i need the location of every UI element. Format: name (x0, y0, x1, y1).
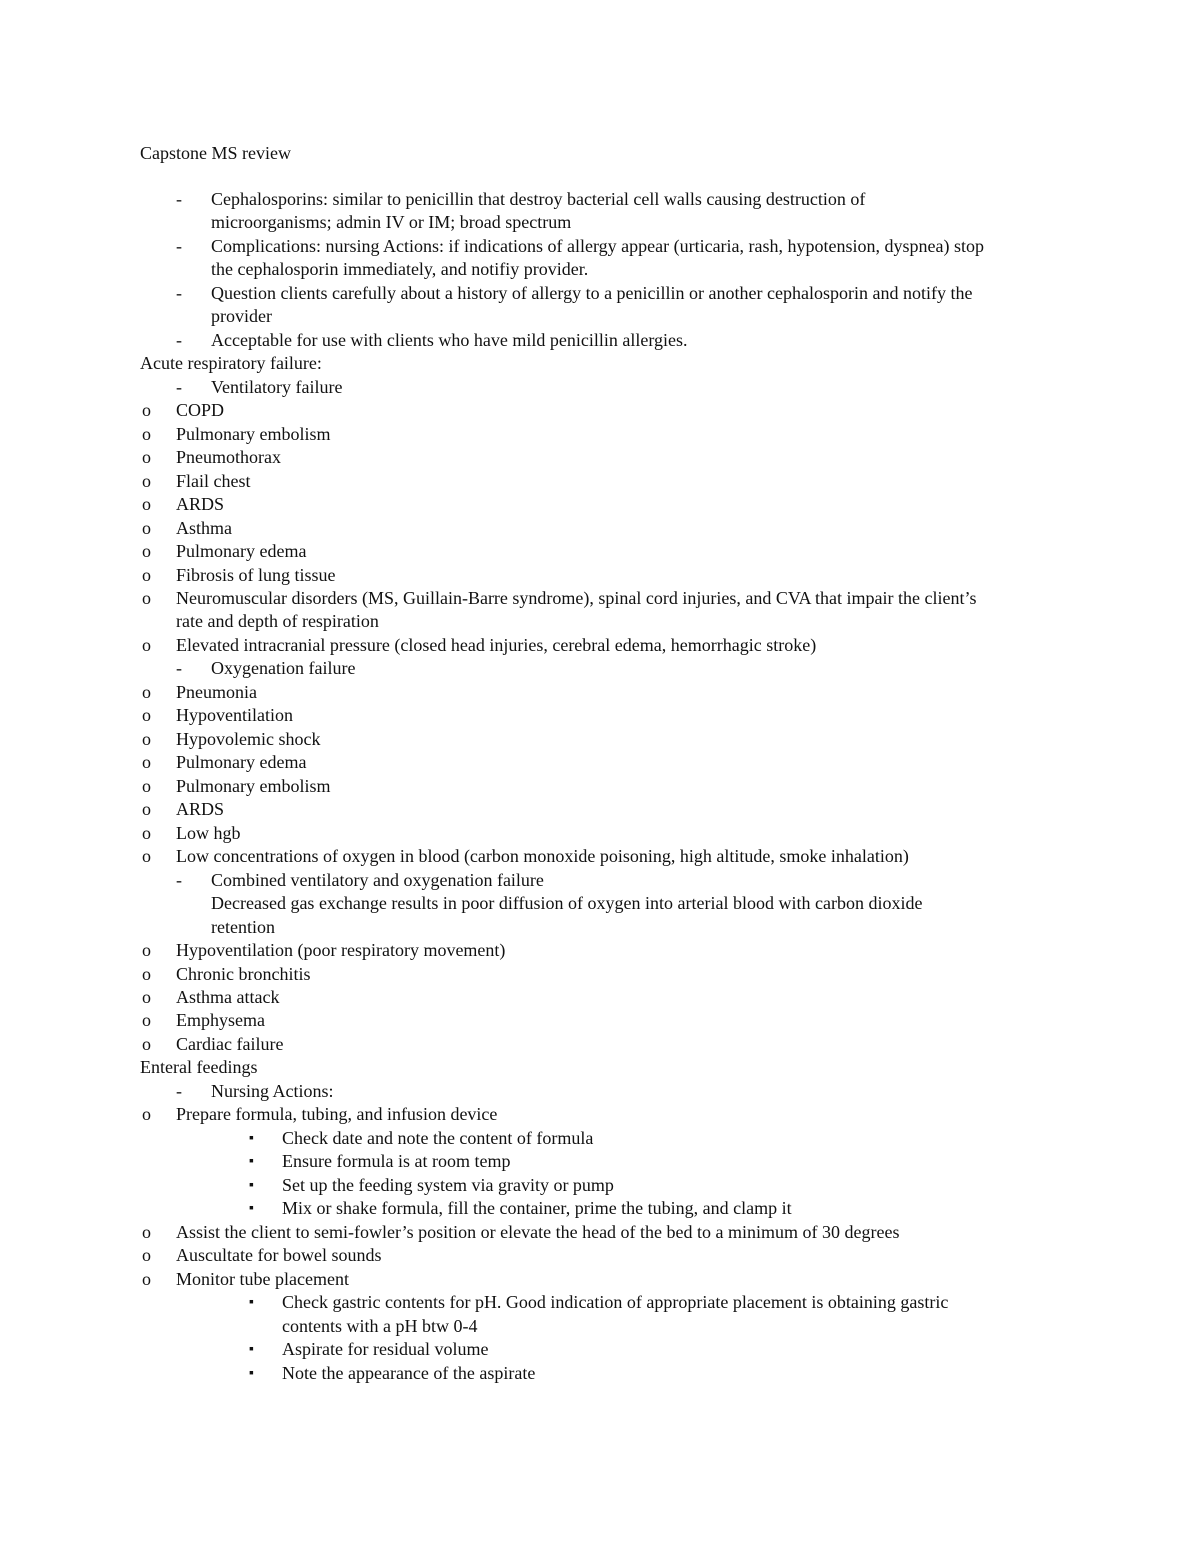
dash-bullet-icon: - (176, 189, 182, 209)
circle-bullet-icon: o (142, 541, 151, 561)
bullet-list-item: Hypoventilation (176, 705, 293, 725)
list-item-continuation: Decreased gas exchange results in poor diffusion of oxygen into arterial blood with carbon dioxide (211, 893, 923, 913)
bullet-list-item: Cardiac failure (176, 1034, 284, 1054)
circle-bullet-icon: o (142, 565, 151, 585)
circle-bullet-icon: o (142, 518, 151, 538)
bullet-list-item: Pulmonary edema (176, 541, 307, 561)
bullet-list-item: ARDS (176, 799, 225, 819)
bullet-list-item: Pulmonary embolism (176, 776, 331, 796)
bullet-list-item: Monitor tube placement (176, 1269, 349, 1289)
bullet-list-item: Assist the client to semi-fowler’s position or elevate the head of the bed to a minimum of 30 degrees (176, 1222, 900, 1242)
circle-bullet-icon: o (142, 940, 151, 960)
circle-bullet-icon: o (142, 494, 151, 514)
document-title: Capstone MS review (140, 143, 291, 163)
circle-bullet-icon: o (142, 1269, 151, 1289)
bullet-list-item: Elevated intracranial pressure (closed head injuries, cerebral edema, hemorrhagic stroke) (176, 635, 817, 655)
bullet-list-item: Chronic bronchitis (176, 964, 311, 984)
dash-bullet-icon: - (176, 330, 182, 350)
circle-bullet-icon: o (142, 776, 151, 796)
bullet-list-item: Flail chest (176, 471, 251, 491)
bullet-list-item: Pneumothorax (176, 447, 281, 467)
square-bullet-icon: ▪ (249, 1201, 254, 1216)
bullet-list-item: Emphysema (176, 1010, 265, 1030)
bullet-list-item: Pulmonary edema (176, 752, 307, 772)
dash-bullet-icon: - (176, 236, 182, 256)
bullet-list-item: COPD (176, 400, 225, 420)
dash-list-item: Question clients carefully about a history of allergy to a penicillin or another cephalosporin and notify the (211, 283, 973, 303)
circle-bullet-icon: o (142, 987, 151, 1007)
circle-bullet-icon: o (142, 1245, 151, 1265)
dash-bullet-icon: - (176, 658, 182, 678)
circle-bullet-icon: o (142, 424, 151, 444)
bullet-list-item: Hypovolemic shock (176, 729, 321, 749)
circle-bullet-icon: o (142, 447, 151, 467)
bullet-list-item: Asthma attack (176, 987, 280, 1007)
circle-bullet-icon: o (142, 964, 151, 984)
square-list-item: Aspirate for residual volume (282, 1339, 489, 1359)
dash-list-item: Cephalosporins: similar to penicillin that destroy bacterial cell walls causing destruction of (211, 189, 866, 209)
square-list-item: Check date and note the content of formula (282, 1128, 594, 1148)
square-bullet-icon: ▪ (249, 1178, 254, 1193)
dash-list-item: Complications: nursing Actions: if indications of allergy appear (urticaria, rash, hypotension, dyspnea) stop (211, 236, 985, 256)
square-bullet-icon: ▪ (249, 1342, 254, 1357)
bullet-list-item: Fibrosis of lung tissue (176, 565, 336, 585)
dash-bullet-icon: - (176, 870, 182, 890)
circle-bullet-icon: o (142, 1104, 151, 1124)
bullet-list-item: Hypoventilation (poor respiratory movement) (176, 940, 506, 960)
dash-bullet-icon: - (176, 377, 182, 397)
bullet-list-item: Neuromuscular disorders (MS, Guillain-Barre syndrome), spinal cord injuries, and CVA that impair the client’s (176, 588, 977, 608)
dash-list-item: Combined ventilatory and oxygenation failure (211, 870, 544, 890)
circle-bullet-icon: o (142, 588, 151, 608)
dash-bullet-icon: - (176, 1081, 182, 1101)
list-item-continuation: contents with a pH btw 0-4 (282, 1316, 478, 1336)
section-heading: Acute respiratory failure: (140, 353, 322, 373)
bullet-list-item: Low hgb (176, 823, 241, 843)
dash-list-item: Acceptable for use with clients who have mild penicillin allergies. (211, 330, 688, 350)
section-heading: Enteral feedings (140, 1057, 258, 1077)
square-bullet-icon: ▪ (249, 1295, 254, 1310)
bullet-list-item: ARDS (176, 494, 225, 514)
bullet-list-item: Pulmonary embolism (176, 424, 331, 444)
bullet-list-item: Pneumonia (176, 682, 257, 702)
circle-bullet-icon: o (142, 846, 151, 866)
list-item-continuation: retention (211, 917, 275, 937)
circle-bullet-icon: o (142, 1010, 151, 1030)
square-list-item: Mix or shake formula, fill the container, prime the tubing, and clamp it (282, 1198, 792, 1218)
list-item-continuation: the cephalosporin immediately, and notifiy provider. (211, 259, 589, 279)
dash-list-item: Ventilatory failure (211, 377, 343, 397)
circle-bullet-icon: o (142, 1222, 151, 1242)
square-bullet-icon: ▪ (249, 1366, 254, 1381)
circle-bullet-icon: o (142, 823, 151, 843)
circle-bullet-icon: o (142, 729, 151, 749)
list-item-continuation: rate and depth of respiration (176, 611, 379, 631)
circle-bullet-icon: o (142, 705, 151, 725)
dash-list-item: Oxygenation failure (211, 658, 356, 678)
dash-bullet-icon: - (176, 283, 182, 303)
circle-bullet-icon: o (142, 400, 151, 420)
square-bullet-icon: ▪ (249, 1131, 254, 1146)
square-list-item: Set up the feeding system via gravity or pump (282, 1175, 614, 1195)
bullet-list-item: Prepare formula, tubing, and infusion device (176, 1104, 498, 1124)
circle-bullet-icon: o (142, 1034, 151, 1054)
list-item-continuation: microorganisms; admin IV or IM; broad spectrum (211, 212, 572, 232)
square-bullet-icon: ▪ (249, 1154, 254, 1169)
circle-bullet-icon: o (142, 682, 151, 702)
circle-bullet-icon: o (142, 471, 151, 491)
dash-list-item: Nursing Actions: (211, 1081, 334, 1101)
bullet-list-item: Asthma (176, 518, 232, 538)
square-list-item: Ensure formula is at room temp (282, 1151, 511, 1171)
bullet-list-item: Low concentrations of oxygen in blood (carbon monoxide poisoning, high altitude, smoke inhalation) (176, 846, 909, 866)
square-list-item: Check gastric contents for pH. Good indication of appropriate placement is obtaining gastric (282, 1292, 949, 1312)
circle-bullet-icon: o (142, 635, 151, 655)
list-item-continuation: provider (211, 306, 272, 326)
square-list-item: Note the appearance of the aspirate (282, 1363, 536, 1383)
circle-bullet-icon: o (142, 752, 151, 772)
bullet-list-item: Auscultate for bowel sounds (176, 1245, 382, 1265)
circle-bullet-icon: o (142, 799, 151, 819)
